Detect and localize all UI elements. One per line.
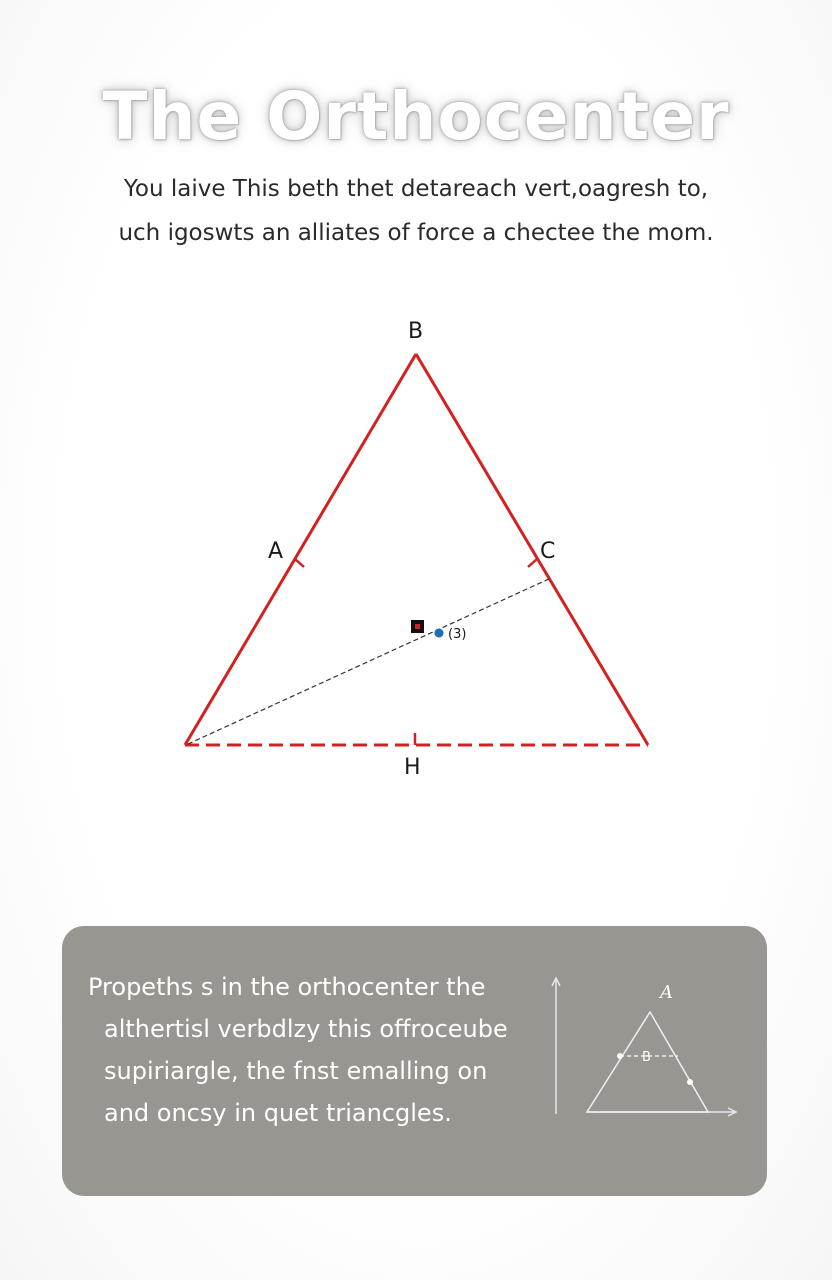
- info-line-2: althertisl verbdlzy this offroceube: [104, 1015, 508, 1043]
- dashed-altitude-line: [188, 578, 551, 744]
- subtitle-line-1: You laive This beth thet detareach vert,oagresh to,: [123, 176, 709, 202]
- orthocenter-marker-inner: [415, 624, 420, 629]
- triangle-side-left: [185, 354, 416, 745]
- mini-label-a: A: [660, 982, 673, 1003]
- tick-mark-left: [295, 559, 304, 567]
- page-title: The Orthocenter: [102, 78, 730, 155]
- tick-mark-right: [528, 559, 537, 567]
- triangle-side-right: [416, 354, 648, 745]
- info-line-3: supiriargle, the fnst emalling on: [104, 1057, 488, 1085]
- vertex-label-a: A: [268, 539, 284, 564]
- vertex-label-h: H: [404, 755, 421, 780]
- mini-point-left: [617, 1053, 623, 1059]
- mini-label-b: B: [642, 1050, 651, 1065]
- info-line-1: Propeths s in the orthocenter the: [88, 973, 486, 1001]
- point-marker: [435, 629, 444, 638]
- info-box: [62, 926, 767, 1196]
- subtitle-line-2: uch igoswts an alliates of force a chectee the mom.: [118, 220, 714, 246]
- mini-triangle-diagram: [62, 926, 767, 1196]
- vertex-label-c: C: [540, 539, 556, 564]
- vertex-label-b: B: [408, 319, 424, 344]
- info-line-4: and oncsy in quet triancgles.: [104, 1099, 452, 1127]
- mini-point-right: [687, 1079, 693, 1085]
- point-label: (3): [448, 627, 467, 642]
